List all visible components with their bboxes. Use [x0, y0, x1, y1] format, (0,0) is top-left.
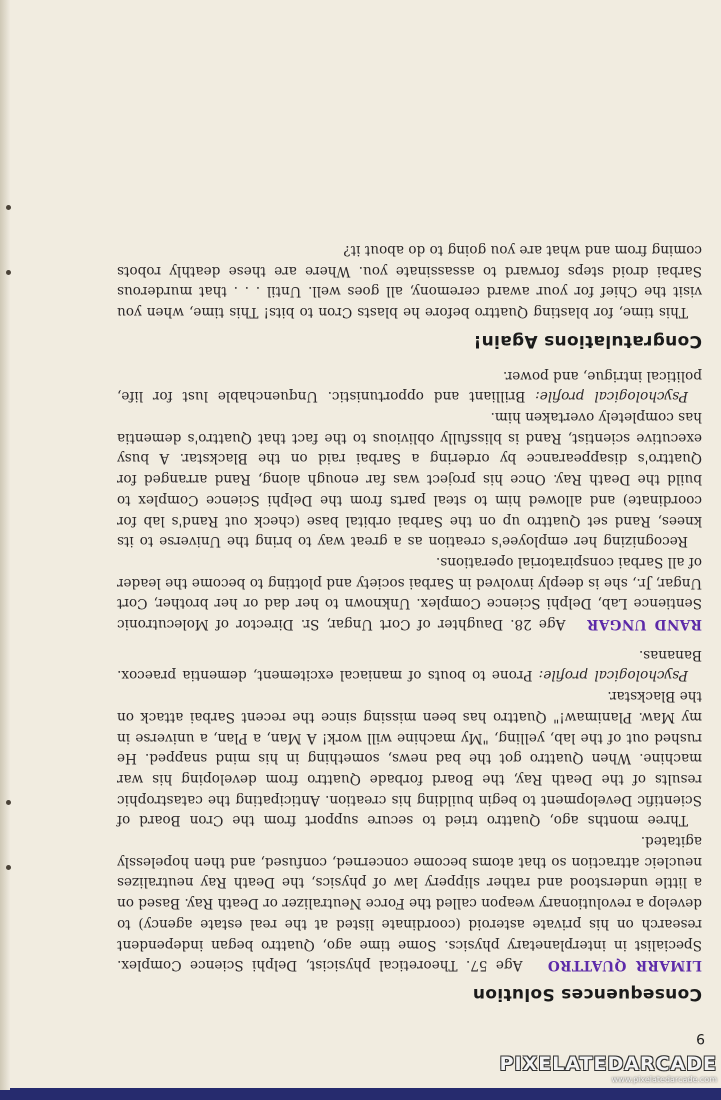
quattro-bio-paragraph	[117, 830, 702, 975]
ungar-story: Recognizing her employee's creation as a great way to bring the Universe to its knees, Rand set Quattro up on the Sarbai orbital base (check out Rand's lab for coordinate) and allowed him to steal parts from the Delphi Science Complex to build the Death Ray. Once his project was far enough along, Rand arranged for Quattro's disappearance by ordering a Sarbai raid on the Blackstar. A busy executive scientist, Rand is blissfully oblivious to the fact that Quattro's dementia has completely overtaken him.	[117, 409, 702, 550]
ungar-bio-paragraph	[117, 551, 702, 634]
ungar-profile-text: Brilliant and opportunistic. Unquenchable lust for life, political intrigue, and power.	[117, 367, 702, 405]
ungar-profile-label: Psychological profile:	[535, 388, 688, 405]
heading-consequences-solution: Consequences Solution	[472, 984, 702, 1004]
page-number: 9	[696, 1030, 705, 1046]
quattro-bio: Age 57. Theoretical physicist, Delphi Science Complex. Specialist in interplanetary physics. Some time ago, Quattro began independent research on his private asteroid (coordinate listed at the real estate agency) to develop a revolutionary weapon called the Force Neutralizer or Death Ray. Based on a little understood and rather slippery law of physics, the Death Ray neutralizes neucleic attraction so that atoms become concerned, confused, and then hopelessly agitated.	[117, 833, 702, 974]
watermark	[500, 1053, 717, 1084]
watermark-logo: PIXELATEDARCADE	[499, 1053, 717, 1075]
heading-congratulations-again: Congratulations Again!	[473, 330, 702, 351]
quattro-profile-text: Prone to bouts of maniacal excitement, dementia praecox. Bananas.	[117, 646, 702, 684]
quattro-profile-label: Psychological profile:	[538, 667, 688, 684]
character-name-quattro: LIMARR QUATTRO	[547, 957, 702, 974]
quattro-story: Three months ago, Quattro tried to secure support from the Cron Board of Scientific Development to begin building his creation. Anticipating the catastrophic results of the Death Ray, the Board forbade Quattro from developing his war machine. When Quattro got the bad news, something in his mind snapped. He rushed out of the lab, yelling, "My machine will work! A Man, a Plan, a universe in my Maw. Planimaw!" Quattro has been missing since the recent Sarbai attack on the Blackstar.	[117, 688, 702, 829]
text-column	[117, 239, 702, 1004]
congratulations-text: This time, for blasting Quattro before he blasts Cron to bits! This time, when you visit the Chief for your award ceremony, all goes well. Until . . . that murderous Sarbai droid steps forward to assassinate you. Where are these deathly robots coming from and what are you going to do about it?	[117, 242, 702, 321]
ungar-entry	[117, 365, 702, 634]
watermark-url: www.pixelatedarcade.com	[611, 1075, 717, 1084]
character-name-ungar: RAND UNGAR	[586, 616, 702, 633]
ungar-profile	[117, 365, 702, 406]
ungar-bio: Age 28. Daughter of Cort Ungar, Sr. Director of Molecutronic Sentience Lab, Delphi Science Complex. Unknown to her dad or her brother, Cort Ungar, Jr., she is deeply involved in Sarbai society and plotting to become the leader of all Sarbai conspiratorial operations.	[117, 553, 702, 633]
quattro-profile	[117, 644, 702, 685]
quattro-entry	[117, 644, 702, 975]
